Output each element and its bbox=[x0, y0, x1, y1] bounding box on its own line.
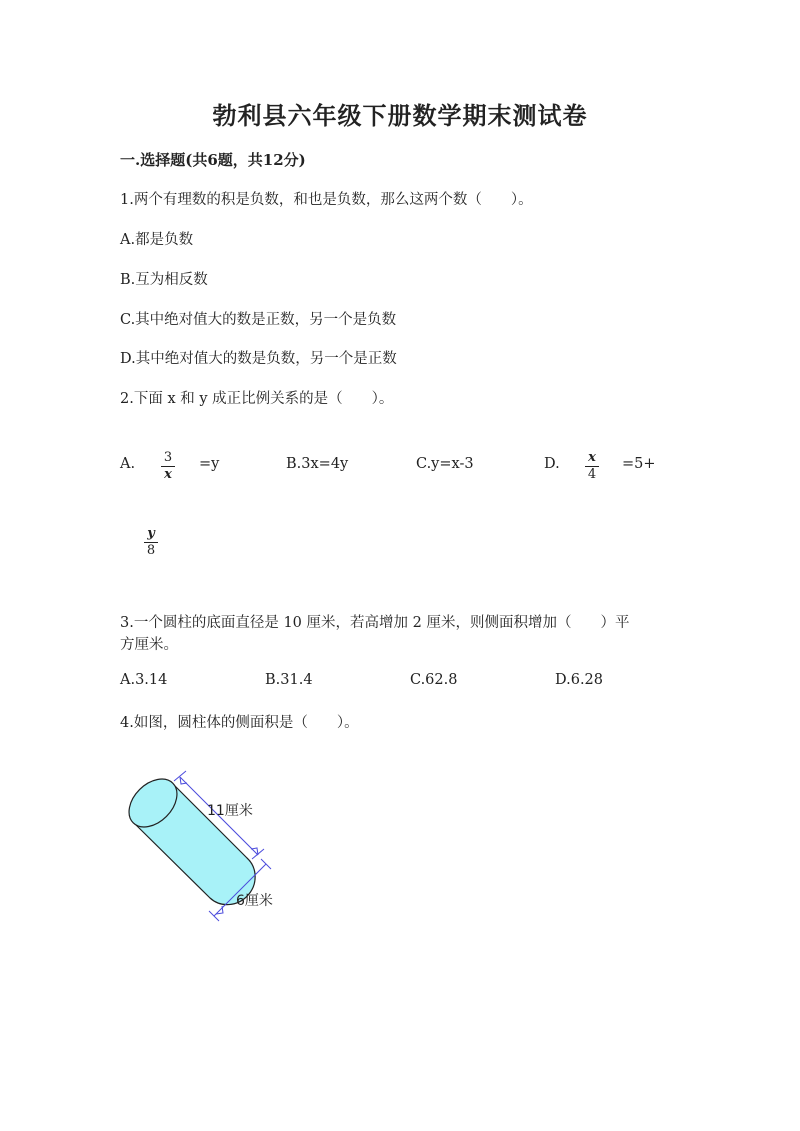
diameter-label: 6厘米 bbox=[236, 893, 273, 909]
height-label: 11厘米 bbox=[207, 803, 253, 819]
question-1-option-c: C.其中绝对值大的数是正数，另一个是负数 bbox=[120, 312, 397, 328]
question-1-option-d: D.其中绝对值大的数是负数，另一个是正数 bbox=[120, 351, 397, 367]
page-title: 勃利县六年级下册数学期末测试卷 bbox=[212, 101, 588, 130]
question-1-stem: 1.两个有理数的积是负数，和也是负数，那么这两个数（ ）。 bbox=[120, 192, 533, 208]
question-2-option-d-label: D. bbox=[544, 456, 560, 472]
question-2-option-a-fraction bbox=[158, 450, 178, 483]
question-2-option-d-fraction-2 bbox=[141, 526, 161, 559]
question-3-stem-line-2: 方厘米。 bbox=[120, 637, 178, 653]
question-2-option-b: B.3x=4y bbox=[286, 456, 349, 472]
question-4-stem: 4.如图，圆柱体的侧面积是（ ）。 bbox=[120, 715, 359, 731]
question-2-option-a-label: A. bbox=[120, 456, 136, 472]
section-heading: 一.选择题(共6题，共12分) bbox=[120, 151, 306, 169]
fraction-numerator: y bbox=[144, 526, 158, 543]
question-2-stem: 2.下面 x 和 y 成正比例关系的是（ ）。 bbox=[120, 391, 394, 407]
fraction-denominator: 8 bbox=[146, 543, 156, 558]
question-3-stem-line-1: 3.一个圆柱的底面直径是 10 厘米，若高增加 2 厘米，则侧面积增加（ ）平 bbox=[120, 615, 630, 631]
question-3-option-d: D.6.28 bbox=[555, 672, 604, 688]
question-2-option-a-rest: =y bbox=[199, 456, 220, 472]
question-3-option-b: B.31.4 bbox=[265, 672, 313, 688]
question-2-option-d-fraction bbox=[582, 450, 602, 483]
fraction-denominator: x bbox=[164, 467, 172, 482]
fraction-numerator: 3 bbox=[161, 450, 175, 467]
fraction-denominator: 4 bbox=[587, 467, 597, 482]
fraction-numerator: x bbox=[585, 450, 599, 467]
question-2-option-c: C.y=x-3 bbox=[416, 456, 474, 472]
question-1-option-b: B.互为相反数 bbox=[120, 272, 208, 288]
question-3-option-a: A.3.14 bbox=[120, 672, 168, 688]
question-3-option-c: C.62.8 bbox=[410, 672, 458, 688]
cylinder-figure bbox=[110, 760, 310, 935]
question-1-option-a: A.都是负数 bbox=[120, 232, 194, 248]
question-2-option-d-rest: =5+ bbox=[622, 456, 656, 472]
